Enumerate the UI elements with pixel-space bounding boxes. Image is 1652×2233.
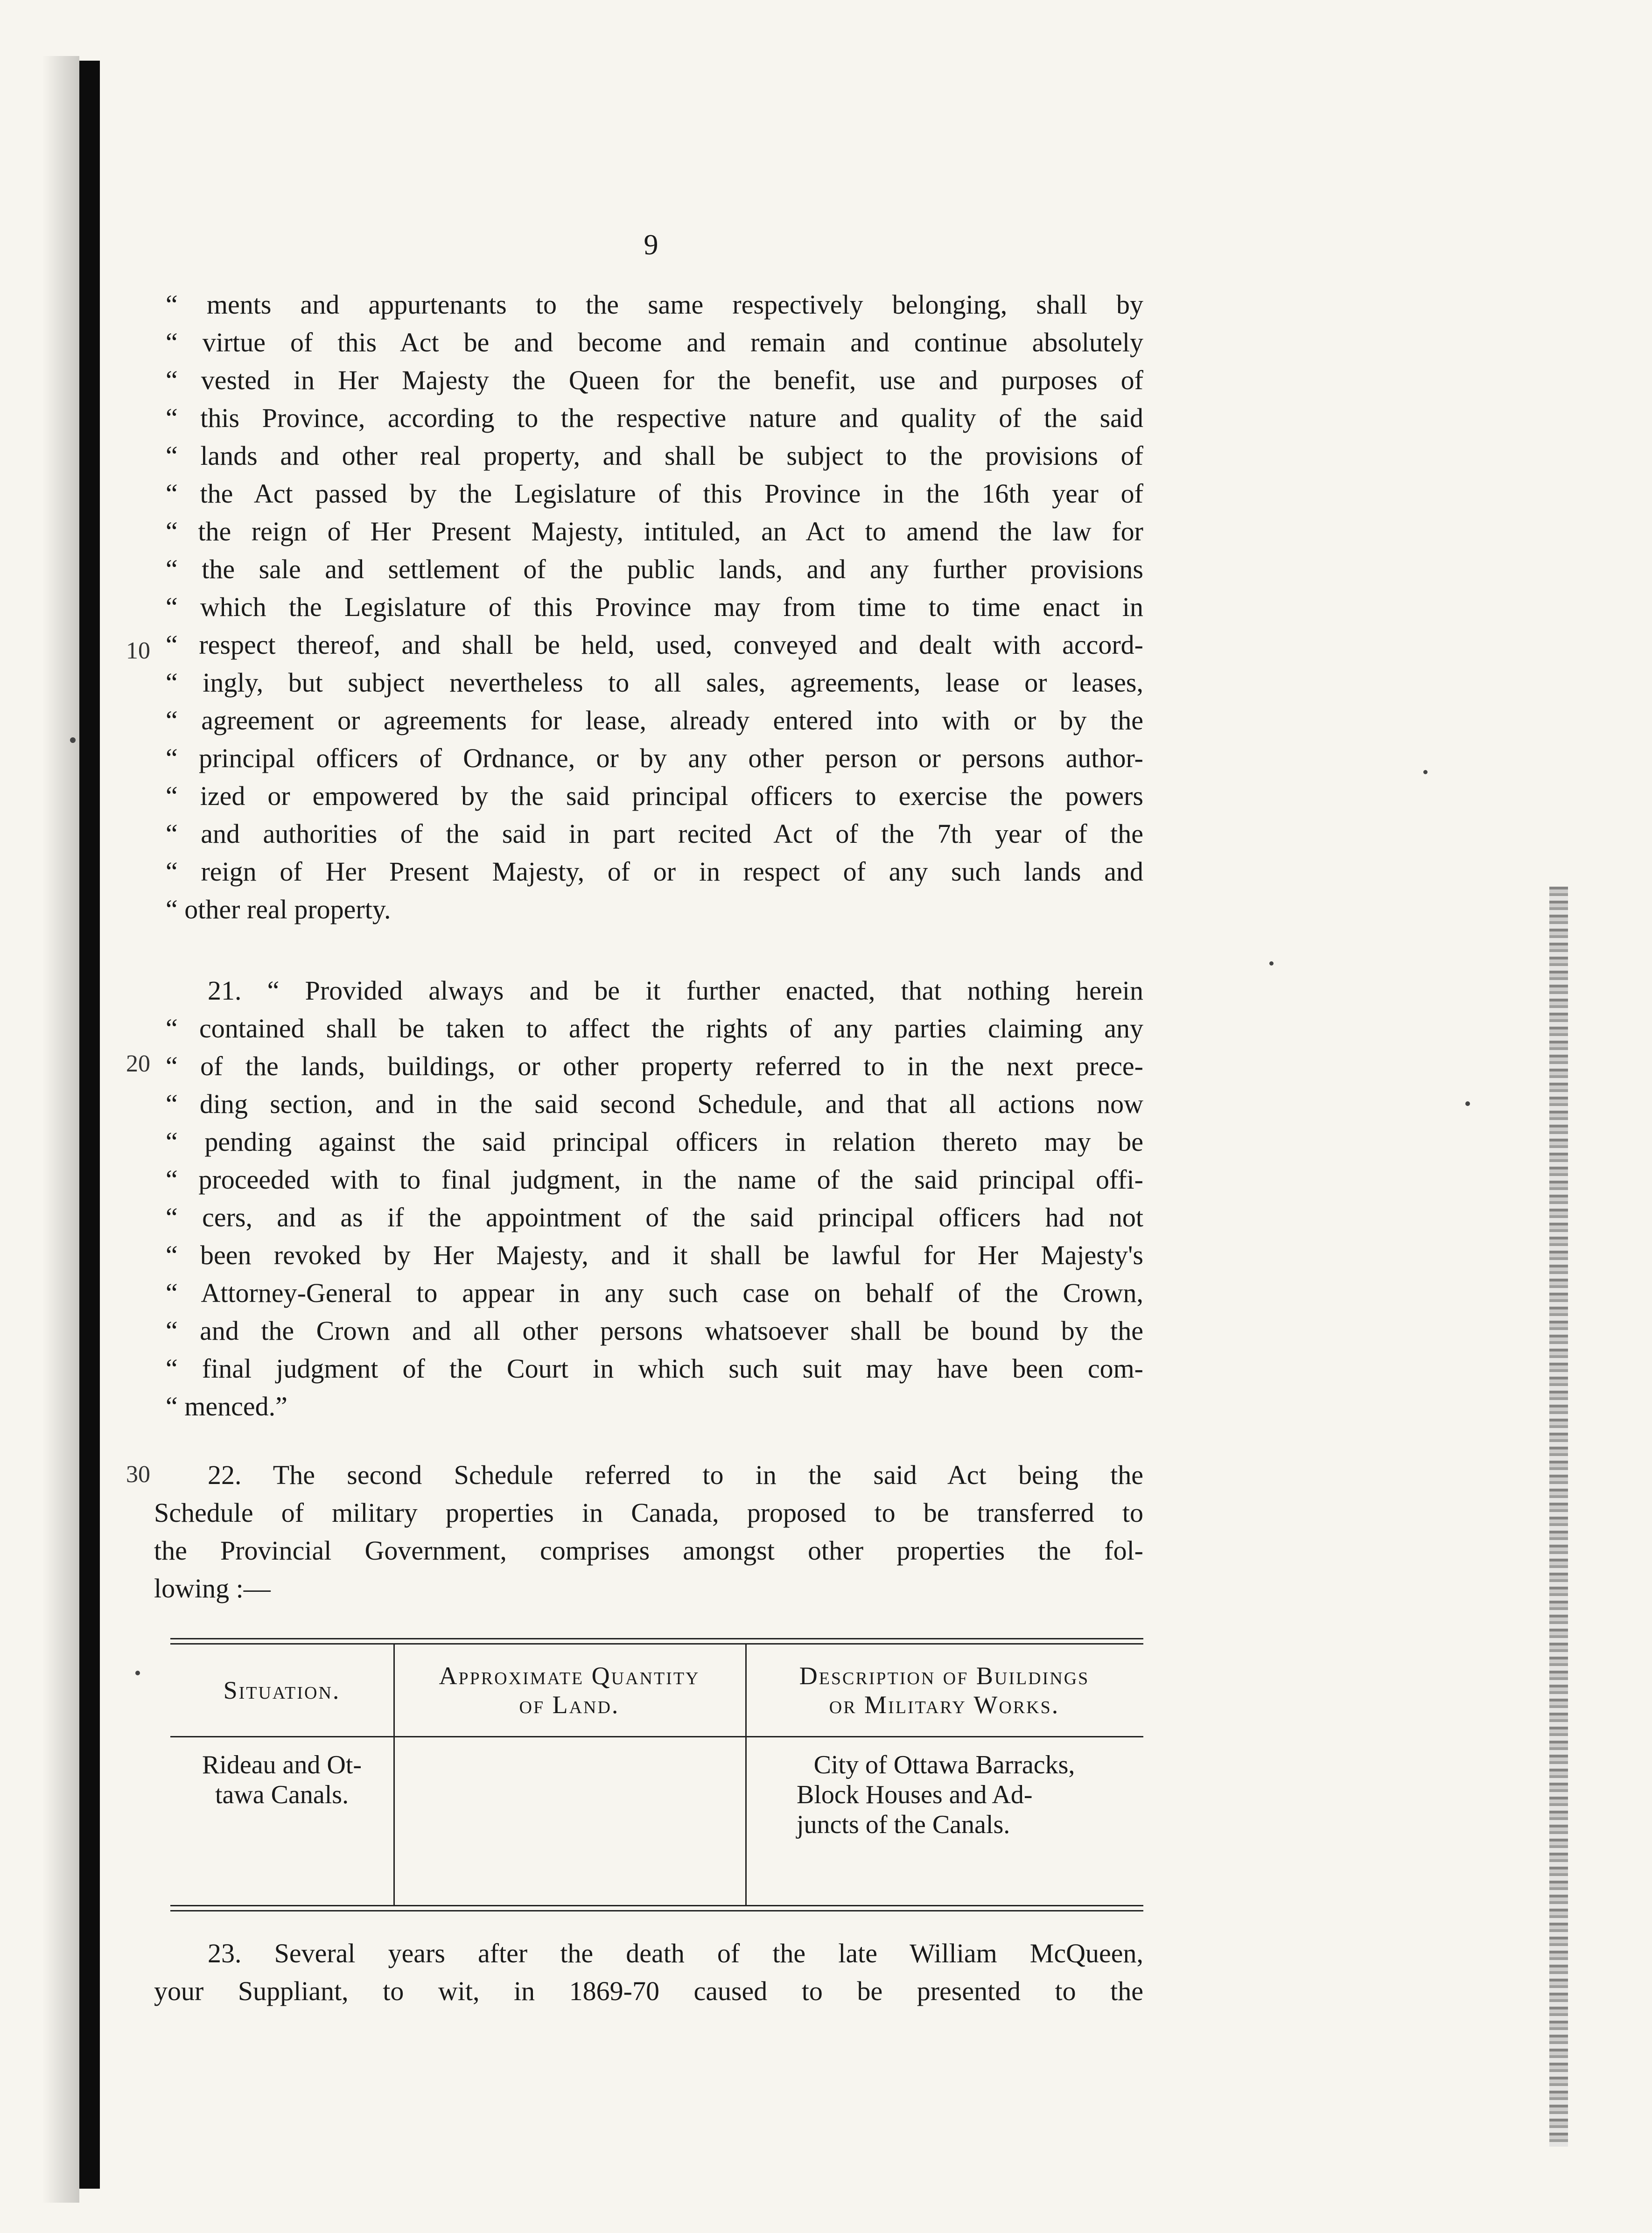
scan-speck <box>1269 961 1274 966</box>
binding-shadow <box>42 56 79 2203</box>
header-quantity-line-1: Approximate Quantity <box>439 1662 700 1690</box>
cell-description-line-3: juncts of the Canals. <box>797 1810 1010 1839</box>
cell-situation-line-1: Rideau and Ot- <box>202 1750 362 1779</box>
section-22 <box>154 1456 1143 1607</box>
header-description-line-1: Description of Buildings <box>799 1662 1090 1690</box>
text-line: 21. “ Provided always and be it further enacted, that nothing herein <box>208 975 1143 1006</box>
page-number: 9 <box>644 229 658 261</box>
text-line: “ and authorities of the said in part recited Act of the 7th year of the <box>166 819 1143 849</box>
cell-description-line-2: Block Houses and Ad- <box>797 1780 1033 1809</box>
text-line: 23. Several years after the death of the late William McQueen, <box>208 1938 1143 1968</box>
text-line: “ of the lands, buildings, or other property referred to in the next prece- <box>166 1051 1143 1081</box>
scan-speck <box>1465 1101 1470 1106</box>
text-line: 22. The second Schedule referred to in the said Act being the <box>208 1460 1143 1490</box>
line-number-20: 20 <box>126 1050 150 1077</box>
text-line: “ pending against the said principal officers in relation thereto may be <box>166 1127 1143 1157</box>
line-number-10: 10 <box>126 637 150 664</box>
binding-edge <box>79 61 100 2189</box>
text-line: “ the Act passed by the Legislature of this Province in the 16th year of <box>166 478 1143 509</box>
header-description-line-2: or Military Works. <box>829 1691 1060 1719</box>
text-line: “ final judgment of the Court in which such suit may have been com- <box>166 1353 1143 1384</box>
table-header-rule <box>170 1736 1143 1737</box>
scan-speck <box>135 1671 140 1675</box>
text-line: lowing :— <box>154 1573 271 1603</box>
text-line: “ virtue of this Act be and become and remain and continue absolutely <box>166 327 1143 357</box>
section-21 <box>154 972 1143 1425</box>
table-bottom-rule <box>170 1905 1143 1911</box>
text-line: “ contained shall be taken to affect the rights of any parties claiming any <box>166 1013 1143 1043</box>
text-line: the Provincial Government, comprises amongst other properties the fol- <box>154 1535 1143 1566</box>
paragraph-continuation <box>154 286 1143 928</box>
text-line: “ been revoked by Her Majesty, and it shall be lawful for Her Majesty's <box>166 1240 1143 1270</box>
text-line: “ Attorney-General to appear in any such case on behalf of the Crown, <box>166 1278 1143 1308</box>
text-line: “ reign of Her Present Majesty, of or in respect of any such lands and <box>166 856 1143 887</box>
text-line: “ agreement or agreements for lease, already entered into with or by the <box>166 705 1143 735</box>
text-line: “ cers, and as if the appointment of the said principal officers had not <box>166 1202 1143 1232</box>
text-line: Schedule of military properties in Canada, proposed to be transferred to <box>154 1498 1143 1528</box>
text-line: “ ized or empowered by the said principal officers to exercise the powers <box>166 781 1143 811</box>
line-number-30: 30 <box>126 1461 150 1488</box>
text-line: “ lands and other real property, and shall be subject to the provisions of <box>166 441 1143 471</box>
cell-situation <box>170 1750 393 1810</box>
text-line: “ proceeded with to final judgment, in the name of the said principal offi- <box>166 1164 1143 1195</box>
text-line: “ ments and appurtenants to the same respectively belonging, shall by <box>166 289 1143 320</box>
text-line: “ which the Legislature of this Province may from time to time enact in <box>166 592 1143 622</box>
cell-situation-line-2: tawa Canals. <box>215 1780 349 1809</box>
text-line: “ other real property. <box>166 894 391 924</box>
header-situation-text: Situation. <box>223 1676 341 1704</box>
military-properties-schedule <box>170 1638 1143 1913</box>
cell-description <box>745 1750 1143 1840</box>
text-line: “ this Province, according to the respective nature and quality of the said <box>166 403 1143 433</box>
header-quantity <box>393 1645 745 1736</box>
text-line: “ principal officers of Ordnance, or by any other person or persons author- <box>166 743 1143 773</box>
cell-description-line-1: City of Ottawa Barracks, <box>813 1750 1075 1779</box>
text-line: “ respect thereof, and shall be held, used, conveyed and dealt with accord- <box>166 630 1143 660</box>
text-line: your Suppliant, to wit, in 1869-70 caused to be presented to the <box>154 1976 1143 2006</box>
header-situation <box>170 1645 393 1736</box>
scan-speck <box>1423 770 1428 774</box>
text-line: “ and the Crown and all other persons whatsoever shall be bound by the <box>166 1316 1143 1346</box>
text-line: “ ding section, and in the said second Schedule, and that all actions now <box>166 1089 1143 1119</box>
text-line: “ ingly, but subject nevertheless to all sales, agreements, lease or leases, <box>166 667 1143 698</box>
header-quantity-line-2: of Land. <box>519 1691 620 1719</box>
section-23 <box>154 1934 1143 2010</box>
scan-edge-noise <box>1549 887 1568 2147</box>
scan-speck <box>70 737 76 743</box>
text-line: “ the sale and settlement of the public lands, and any further provisions <box>166 554 1143 584</box>
text-line: “ vested in Her Majesty the Queen for the benefit, use and purposes of <box>166 365 1143 395</box>
header-description <box>745 1645 1143 1736</box>
table-top-rule <box>170 1638 1143 1645</box>
text-line: “ the reign of Her Present Majesty, intituled, an Act to amend the law for <box>166 516 1143 546</box>
text-line: “ menced.” <box>166 1391 287 1421</box>
